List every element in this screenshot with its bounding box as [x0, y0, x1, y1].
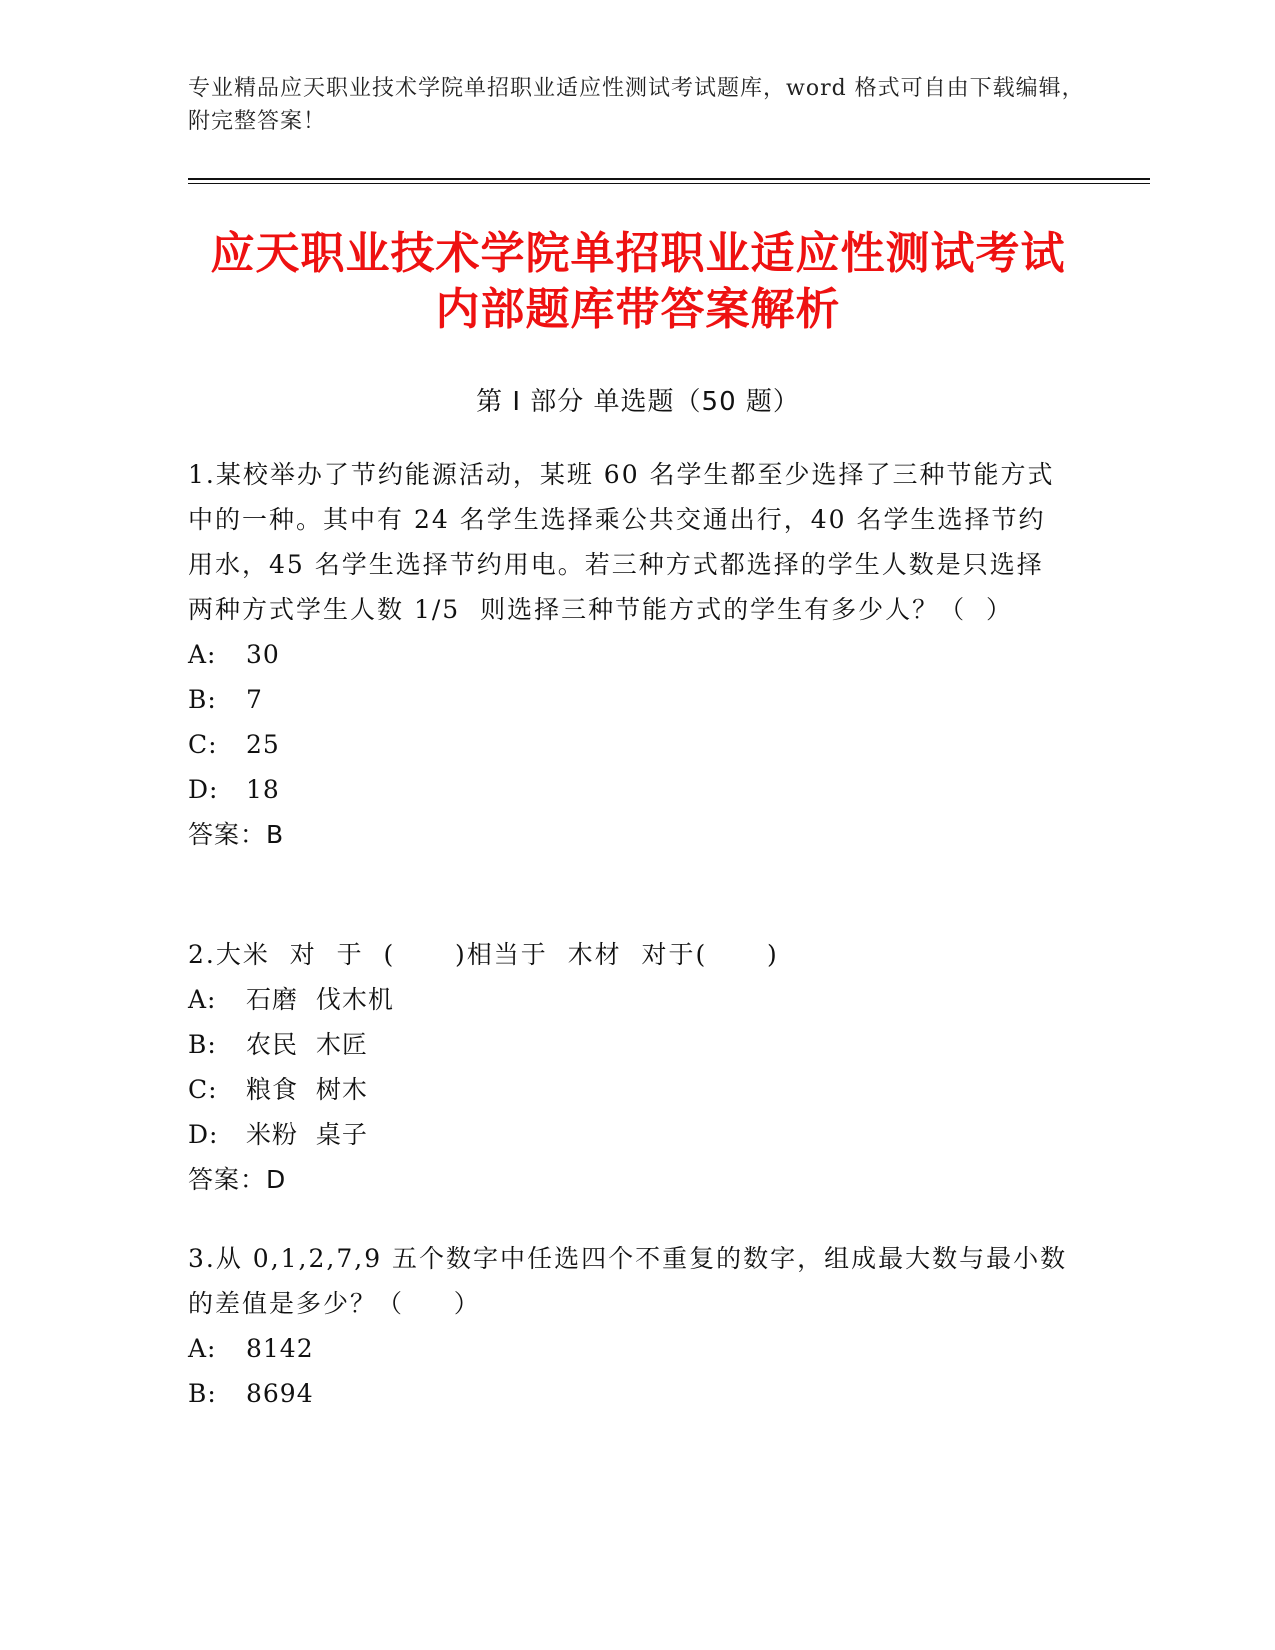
option-c [188, 722, 1068, 767]
option-text: 30 [246, 640, 280, 669]
option-text: 农民 木匠 [246, 1030, 368, 1059]
option-d [188, 767, 1068, 812]
option-text: 粮食 树木 [246, 1075, 368, 1104]
question-stem: 3.从 0,1,2,7,9 五个数字中任选四个不重复的数字，组成最大数与最小数的差值是多少？（ ） [188, 1244, 1068, 1318]
question-stem: 2.大米 对 于 ( )相当于 木材 对于( ) [188, 940, 779, 969]
option-d [188, 1112, 1068, 1157]
document-title-line-2: 内部题库带答案解析 [435, 284, 841, 335]
option-key: A: [188, 1334, 217, 1363]
option-text: 18 [246, 775, 280, 804]
option-b [188, 1022, 1068, 1067]
question-1 [188, 452, 1068, 857]
option-key: B: [188, 1030, 217, 1059]
option-a [188, 632, 1068, 677]
option-b [188, 1371, 1068, 1416]
option-a [188, 977, 1068, 1022]
header-divider-thin [188, 183, 1150, 184]
answer-label: 答案：D [188, 1165, 287, 1194]
option-text: 7 [246, 685, 263, 714]
option-text: 米粉 桌子 [246, 1120, 368, 1149]
option-text: 石磨 伐木机 [246, 985, 394, 1014]
option-key: A: [188, 985, 217, 1014]
option-text: 8142 [246, 1334, 314, 1363]
option-key: B: [188, 685, 217, 714]
document-title [188, 226, 1088, 338]
option-text: 8694 [246, 1379, 314, 1408]
document-title-line-1: 应天职业技术学院单招职业适应性测试考试 [210, 228, 1066, 279]
question-2 [188, 932, 1068, 1202]
option-key: D: [188, 1120, 219, 1149]
header-divider-thick [188, 178, 1150, 180]
option-text: 25 [246, 730, 280, 759]
question-stem: 1.某校举办了节约能源活动，某班 60 名学生都至少选择了三种节能方式中的一种。其中有 24 名学生选择乘公共交通出行，40 名学生选择节约用水，45 名学生选择节约用电。若三种方式都选择的学生人数是只选择两种方式学生人数 1/5 则选择三种节能方式的学生有多少人？（ ） [188, 460, 1055, 624]
option-a [188, 1326, 1068, 1371]
option-key: B: [188, 1379, 217, 1408]
answer-label: 答案：B [188, 820, 285, 849]
option-key: D: [188, 775, 219, 804]
question-3 [188, 1236, 1068, 1416]
option-b [188, 677, 1068, 722]
section-title: 第 I 部分 单选题（50 题） [476, 387, 800, 417]
option-c [188, 1067, 1068, 1112]
option-key: C: [188, 730, 218, 759]
option-key: A: [188, 640, 217, 669]
option-key: C: [188, 1075, 218, 1104]
header-note: 专业精品应天职业技术学院单招职业适应性测试考试题库，word 格式可自由下载编辑，附完整答案！ [188, 76, 1085, 134]
